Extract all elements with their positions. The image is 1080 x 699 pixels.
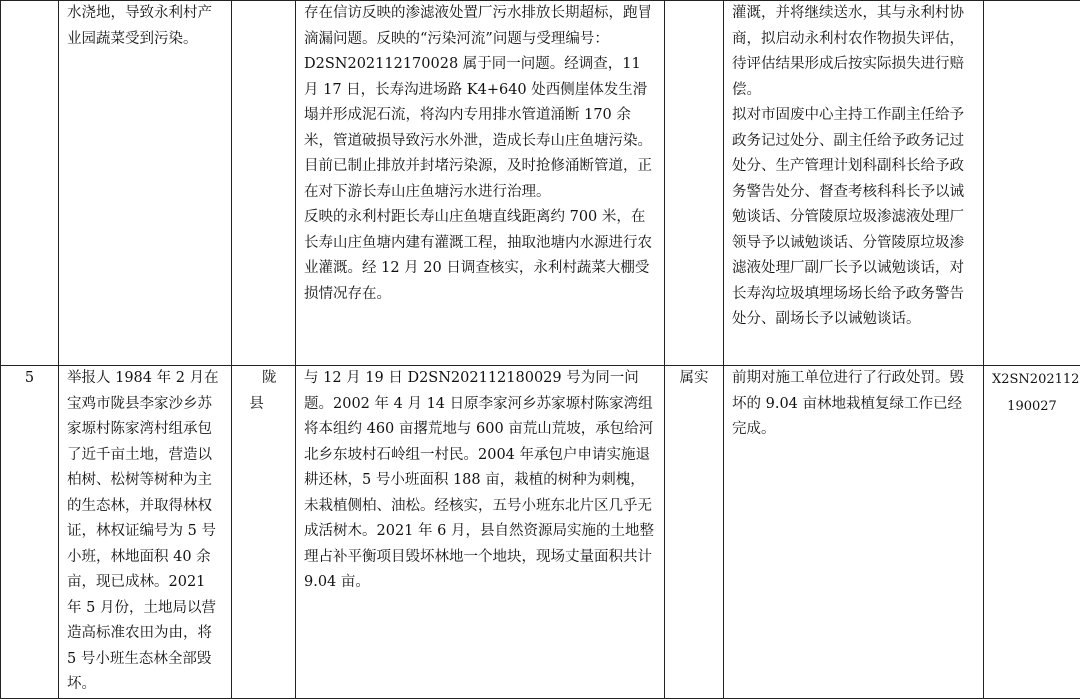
serial-line-2: 190027 (992, 393, 1072, 420)
verdict-text: 属实 (680, 370, 709, 386)
table-row (1, 1, 1080, 366)
findings-paragraph: 存在信访反映的渗滤液处置厂污水排放长期超标，跑冒滴漏问题。反映的“污染河流”问题与受理编号：D2SN202112170028 属于同一问题。经调查，11 月 17 日，长寿沟进场路 K4+640 处西侧崖体发生滑塌并形成泥石流，将沟内专用排水管道涌断 170 余米，管道破损导致污水外泄，造成长寿山庄鱼塘污染。目前已制止排放并封堵污染源，及时抢修涌断管道，正在对下游长寿山庄鱼塘污水进行治理。 (304, 1, 656, 205)
complaint-text: 水浇地，导致永利村产业园蔬菜受到污染。 (67, 1, 223, 52)
findings-paragraph: 与 12 月 19 日 D2SN202112180029 号为同一问题。2002 年 4 月 14 日原李家河乡苏家塬村陈家湾组将本组约 460 亩撂荒地与 600 亩荒山荒坡，承包给河北乡东坡村石岭组一村民。2004 年承包户申请实施退耕还林，5 号小班面积 188 亩，栽植的树种为刺槐，未栽植侧柏、油松。经核实，五号小班东北片区几乎无成活树木。2021 年 6 月，县自然资源局实施的土地整理占补平衡项目毁坏林地一个地块，现场丈量面积共计 9.04 亩。 (304, 366, 656, 596)
serial-line-1: X2SN202112 (992, 366, 1072, 393)
findings-cell (296, 366, 665, 699)
row-number: 5 (25, 370, 34, 386)
verdict-cell (665, 1, 724, 366)
row-number-cell (1, 366, 59, 699)
complaint-text: 举报人 1984 年 2 月在宝鸡市陇县李家沙乡苏家塬村陈家湾村组承包了近千亩土地，营造以柏树、松树等树种为主的生态林，并取得林权证，林权证编号为 5 号小班，林地面积 40 余亩，现已成林。2021 年 5 月份，土地局以营造高标准农田为由，将 5 号小班生态林全部毁坏。 (67, 366, 223, 698)
serial-cell (984, 1, 1080, 366)
findings-cell (296, 1, 665, 366)
serial-cell (984, 366, 1080, 699)
verdict-cell (665, 366, 724, 699)
findings-paragraph: 反映的永利村距长寿山庄鱼塘直线距离约 700 米，在长寿山庄鱼塘内建有灌溉工程，抽取池塘内水源进行农业灌溉。经 12 月 20 日调查核实，永利村蔬菜大棚受损情况存在。 (304, 205, 656, 307)
actions-cell (724, 366, 984, 699)
actions-paragraph: 灌溉，并将继续送水，其与永利村协商，拟启动永利村农作物损失评估，待评估结果形成后按实际损失进行赔偿。 (732, 1, 975, 103)
table-row (1, 366, 1080, 699)
complaint-cell (59, 366, 232, 699)
row-number-cell (1, 1, 59, 366)
county-cell (232, 366, 296, 699)
actions-paragraph: 拟对市固废中心主持工作副主任给予政务记过处分、副主任给予政务记过处分、生产管理计划科副科长给予政务警告处分、督查考核科科长予以诫勉谈话、分管陵原垃圾渗滤液处理厂领导予以诫勉谈话、分管陵原垃圾渗滤液处理厂副厂长予以诫勉谈话，对长寿沟垃圾填埋场场长给予政务警告处分、副场长予以诫勉谈话。 (732, 103, 975, 333)
actions-paragraph: 前期对施工单位进行了行政处罚。毁坏的 9.04 亩林地栽植复绿工作已经完成。 (732, 366, 975, 443)
actions-cell (724, 1, 984, 366)
county-text: 陇县 (240, 370, 291, 412)
complaint-cell (59, 1, 232, 366)
county-cell (232, 1, 296, 366)
